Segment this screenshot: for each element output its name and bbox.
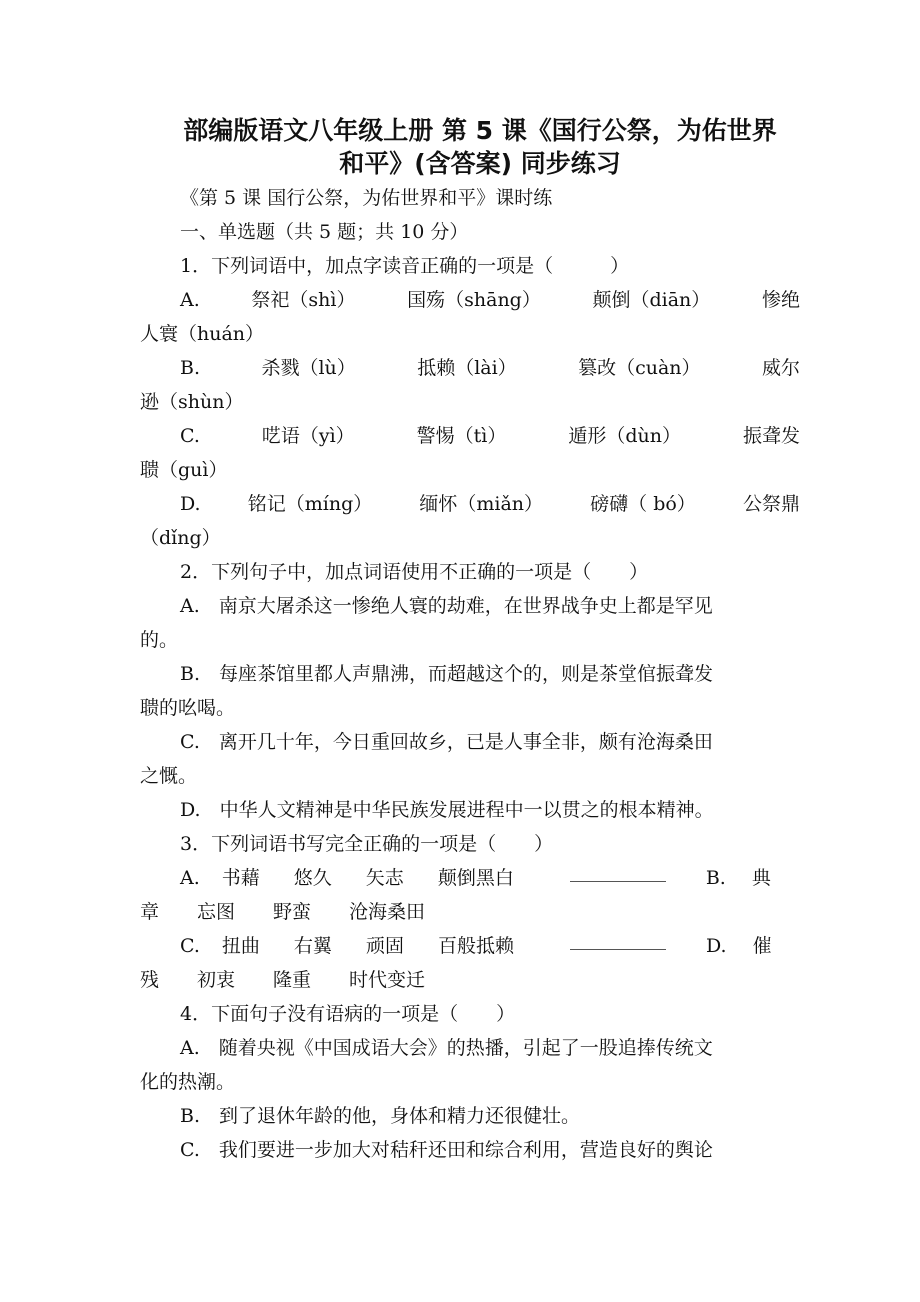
option-word: 祭祀（shì）	[251, 289, 356, 311]
question-3-stem: 3．下列词语书写完全正确的一项是（ ）	[180, 833, 554, 855]
document-title-line-1: 部编版语文八年级上册 第 5 课《国行公祭，为佑世界	[183, 116, 777, 145]
option-label: D.	[705, 935, 727, 957]
question-3-option-d-cont: 残 初衷 隆重 时代变迁	[140, 969, 426, 991]
option-word: 右翼	[293, 935, 332, 957]
option-label: D.	[180, 493, 201, 515]
question-2-option-c: C. 离开几十年，今日重回故乡，已是人事全非，颇有沧海桑田	[180, 731, 713, 753]
option-label: A.	[180, 289, 200, 311]
option-word: 振聋发	[742, 425, 800, 447]
question-2-option-a-cont: 的。	[140, 629, 179, 651]
question-4-option-c: C. 我们要进一步加大对秸秆还田和综合利用，营造良好的舆论	[180, 1139, 713, 1161]
question-1-option-c-cont: 聩（guì）	[140, 459, 228, 481]
option-word: 缅怀（miǎn）	[419, 493, 544, 515]
answer-blank	[570, 929, 666, 950]
question-1-option-c	[140, 419, 800, 453]
question-3-option-a-row	[140, 861, 800, 895]
option-word: 公祭鼎	[742, 493, 800, 515]
question-1-option-d-cont: （dǐng）	[140, 527, 221, 549]
option-label: C.	[180, 935, 200, 957]
answer-blank	[570, 861, 666, 882]
option-word: 磅礴（ bó）	[590, 493, 696, 515]
option-word: 威尔	[761, 357, 800, 379]
question-1-option-b-cont: 逊（shùn）	[140, 391, 244, 413]
question-2-option-b: B. 每座茶馆里都人声鼎沸，而超越这个的，则是茶堂倌振聋发	[180, 663, 714, 685]
option-word: 铭记（míng）	[247, 493, 373, 515]
question-1-option-b	[140, 351, 800, 385]
question-1-option-d	[140, 487, 800, 521]
question-1-option-a	[140, 283, 800, 317]
option-word: 篡改（cuàn）	[578, 357, 701, 379]
document-body	[140, 181, 800, 1167]
question-2-stem: 2．下列句子中，加点词语使用不正确的一项是（ ）	[180, 561, 649, 583]
option-word: 典	[751, 867, 771, 889]
option-word: 杀戮（lù）	[261, 357, 356, 379]
option-word: 矢志	[365, 867, 404, 889]
option-word: 催	[752, 935, 772, 957]
document-title-line-2: 和平》(含答案) 同步练习	[339, 149, 621, 178]
question-3-option-c-row	[140, 929, 800, 963]
section-heading: 一、单选题（共 5 题；共 10 分）	[180, 221, 469, 243]
option-word: 书藉	[221, 867, 260, 889]
question-4-option-a: A. 随着央视《中国成语大会》的热播，引起了一股追捧传统文	[180, 1037, 713, 1059]
question-3-option-b-cont: 章 忘图 野蛮 沧海桑田	[140, 901, 426, 923]
option-word: 扭曲	[221, 935, 260, 957]
question-2-option-c-cont: 之慨。	[140, 765, 198, 787]
option-word: 颠倒黑白	[437, 867, 514, 889]
option-word: 国殇（shāng）	[407, 289, 541, 311]
question-1-option-a-cont: 人寰（huán）	[140, 323, 265, 345]
option-label: A.	[180, 867, 200, 889]
question-4-option-b: B. 到了退休年龄的他，身体和精力还很健壮。	[180, 1105, 581, 1127]
option-word: 警惕（tì）	[416, 425, 507, 447]
option-word: 遁形（dùn）	[568, 425, 681, 447]
option-label: B.	[180, 357, 201, 379]
question-1-stem: 1．下列词语中，加点字读音正确的一项是（ ）	[180, 255, 630, 277]
question-2-option-a: A. 南京大屠杀这一惨绝人寰的劫难，在世界战争史上都是罕见	[180, 595, 713, 617]
option-word: 惨绝	[761, 289, 800, 311]
option-word: 呓语（yì）	[261, 425, 355, 447]
question-2-option-d: D. 中华人文精神是中华民族发展进程中一以贯之的根本精神。	[180, 799, 714, 821]
option-word: 悠久	[293, 867, 332, 889]
question-2-option-b-cont: 聩的吆喝。	[140, 697, 236, 719]
option-word: 抵赖（lài）	[417, 357, 517, 379]
option-label: C.	[180, 425, 200, 447]
lesson-subtitle: 《第 5 课 国行公祭，为佑世界和平》课时练	[180, 187, 553, 209]
option-label: B.	[705, 867, 726, 889]
option-word: 顽固	[365, 935, 404, 957]
option-word: 百般抵赖	[437, 935, 514, 957]
option-word: 颠倒（diān）	[592, 289, 711, 311]
question-4-option-a-cont: 化的热潮。	[140, 1071, 236, 1093]
question-4-stem: 4．下面句子没有语病的一项是（ ）	[180, 1003, 516, 1025]
